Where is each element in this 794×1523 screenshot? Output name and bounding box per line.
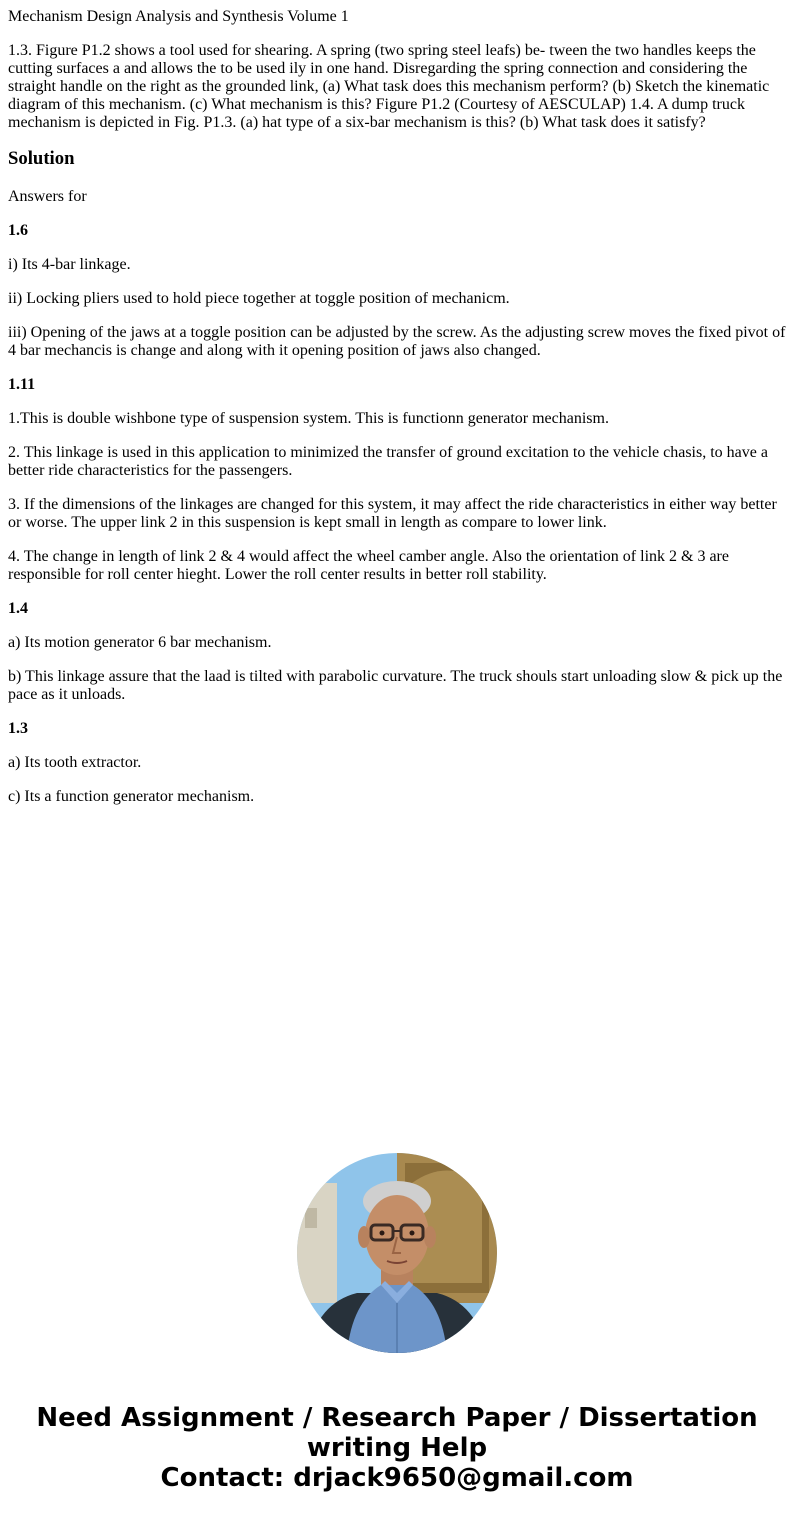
section-label-1-11: 1.11 xyxy=(8,376,36,393)
answer-text: c) Its a function generator mechanism. xyxy=(8,788,255,805)
solution-intro: Answers for xyxy=(8,188,87,205)
answer-text: 4. The change in length of link 2 & 4 would affect the wheel camber angle. Also the orientation of link 2 & 3 are responsible for roll center hieght. Lower the roll center results in better roll stability. xyxy=(8,548,729,583)
answer-text: iii) Opening of the jaws at a toggle position can be adjusted by the screw. As the adjusting screw moves the fixed pivot of 4 bar mechancis is change and along with it opening position of jaws also changed. xyxy=(8,324,786,359)
document-title: Mechanism Design Analysis and Synthesis Volume 1 xyxy=(8,8,349,25)
answer-text: 3. If the dimensions of the linkages are changed for this system, it may affect the ride characteristics in either way better or worse. The upper link 2 in this suspension is kept small in length as compare to lower link. xyxy=(8,496,777,531)
section-label-1-3: 1.3 xyxy=(8,720,28,737)
section-label-1-6: 1.6 xyxy=(8,222,28,239)
answer-text: 2. This linkage is used in this application to minimized the transfer of ground excitation to the vehicle chasis, to have a better ride characteristics for the passengers. xyxy=(8,444,768,479)
answer-text: b) This linkage assure that the laad is tilted with parabolic curvature. The truck shouls start unloading slow & pick up the pace as it unloads. xyxy=(8,668,783,703)
answer-text: i) Its 4-bar linkage. xyxy=(8,256,131,273)
solution-heading: Solution xyxy=(8,148,75,169)
promo-contact: Contact: drjack9650@gmail.com xyxy=(160,1463,634,1493)
avatar-portrait-image xyxy=(297,1153,497,1353)
document-body xyxy=(8,8,788,822)
section-label-1-4: 1.4 xyxy=(8,600,28,617)
answer-text: ii) Locking pliers used to hold piece together at toggle position of mechanicm. xyxy=(8,290,510,307)
answer-text: a) Its tooth extractor. xyxy=(8,754,142,771)
promo-line-2: writing Help xyxy=(306,1433,488,1463)
answer-text: 1.This is double wishbone type of suspension system. This is functionn generator mechanism. xyxy=(8,410,609,427)
promo-banner xyxy=(0,1403,794,1493)
promo-line-1: Need Assignment / Research Paper / Dissertation xyxy=(36,1403,758,1433)
answer-text: a) Its motion generator 6 bar mechanism. xyxy=(8,634,272,651)
question-text: 1.3. Figure P1.2 shows a tool used for shearing. A spring (two spring steel leafs) be- tween the two handles keeps the cutting surfaces a and allows the to be used ily in one hand. Disregarding the spring connection and considering the straight handle on the right as the grounded link, (a) What task does this mechanism perform? (b) Sketch the kinematic diagram of this mechanism. (c) What mechanism is this? Figure P1.2 (Courtesy of AESCULAP) 1.4. A dump truck mechanism is depicted in Fig. P1.3. (a) hat type of a six-bar mechanism is this? (b) What task does it satisfy? xyxy=(8,42,770,131)
tutor-avatar xyxy=(297,1153,497,1353)
